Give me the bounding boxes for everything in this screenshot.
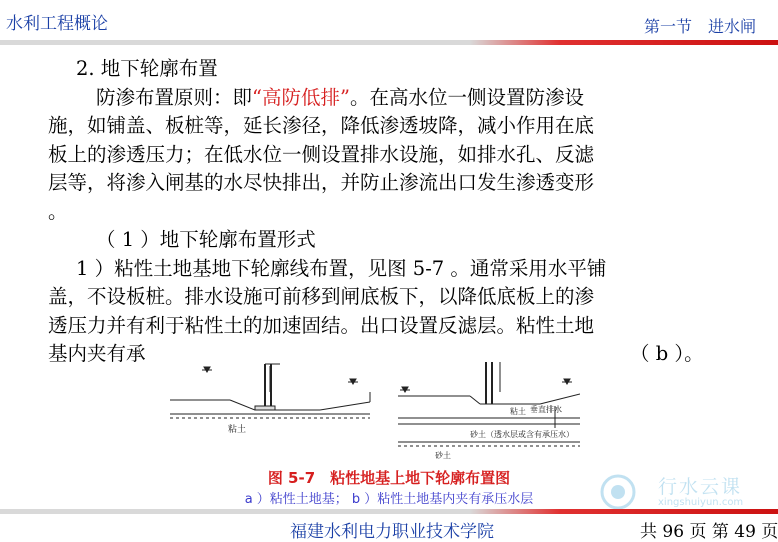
item1-line-3: 透压力并有利于粘性土的加速固结。出口设置反滤层。粘性土地: [48, 313, 595, 337]
subheading: （ 1 ）地下轮廓布置形式: [96, 228, 316, 251]
paragraph-line-2: 施，如铺盖、板桩等，延长渗径，降低渗透坡降，减小作用在底: [48, 114, 595, 137]
watermark-logo: [596, 472, 766, 512]
label-clay-b: 粘土: [510, 407, 526, 416]
principle-tail: 。在高水位一侧设置防渗设: [349, 85, 584, 109]
item1-line-4-end: （ b ）。: [630, 342, 704, 365]
principle-line: [48, 84, 738, 113]
item1-line-4-start: 基内夹有承: [48, 342, 146, 365]
figure-subcaption: a ）粘性土地基； b ）粘性土地基内夹有承压水层: [244, 492, 534, 507]
paragraph-line-4: 层等，将渗入闸基的水尽快排出，并防止渗流出口发生渗透变形: [48, 171, 595, 194]
figure-caption: 图 5-7 粘性地基上地下轮廓布置图: [267, 469, 511, 487]
label-drain-well: 垂直排水: [530, 405, 562, 414]
paragraph-line-5: 。: [48, 199, 68, 223]
slide-body: [48, 55, 738, 369]
watermark-cloud-icon: [596, 472, 646, 512]
watermark-domain: xingshuiyun.com: [658, 497, 744, 508]
header-divider: [0, 40, 778, 45]
item1-line-1: 1 ）粘性土地基地下轮廓线布置，见图 5-7 。通常采用水平铺: [76, 256, 607, 280]
principle-highlight: “高防低排”: [252, 85, 350, 109]
watermark-brand: 行水云课: [658, 476, 743, 498]
item1-line-2: 盖，不设板桩。排水设施可前移到闸底板下，以降低底板上的渗: [48, 285, 595, 308]
section-heading: 2. 地下轮廓布置: [76, 57, 218, 80]
figure-5-7: [170, 362, 580, 467]
header-course-title: 水利工程概论: [6, 14, 108, 34]
figure-diagrams: [170, 362, 580, 467]
label-clay: 粘土: [228, 425, 247, 435]
footer-page-info: 共 96 页 第 49 页: [640, 522, 778, 542]
paragraph-line-3: 板上的渗透压力；在低水位一侧设置排水设施，如排水孔、反滤: [48, 142, 595, 166]
footer-divider: [0, 509, 778, 514]
header-section-title: 第一节 进水闸: [643, 17, 756, 36]
footer-school: 福建水利电力职业技术学院: [290, 522, 494, 542]
principle-lead: 防渗布置原则：即: [96, 85, 253, 109]
label-sand: 砂土: [435, 451, 451, 460]
label-sand-layer: 砂土（透水层或含有承压水）: [470, 430, 574, 439]
